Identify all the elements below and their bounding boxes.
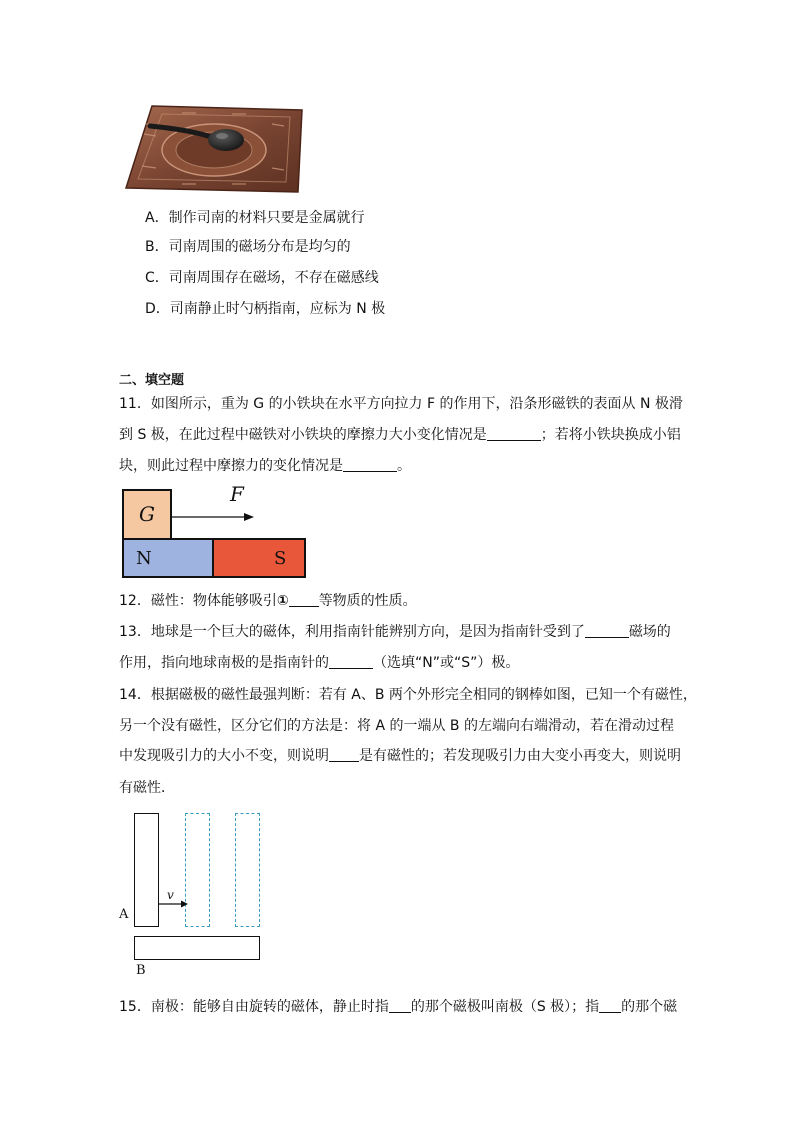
velocity-arrow [159,898,189,910]
iron-block-label: G [139,502,155,526]
q15-text-c: 的那个磁 [621,999,678,1015]
q14-line-3-a: 中发现吸引力的大小不变，则说明 [119,748,329,764]
force-label: F [230,482,244,506]
south-label: S [274,548,287,569]
option-c: C．司南周围存在磁场，不存在磁感线 [145,270,379,286]
q12-text-a: 12．磁性：物体能够吸引 [119,593,277,609]
answer-blank [289,592,319,607]
bar-b-label: B [136,963,146,978]
q13-line-2-b: （选填“N”或“S”）极。 [373,655,520,671]
south-pole [212,538,306,578]
q15-text-b: 的那个磁极叫南极（S 极）；指 [410,999,600,1015]
q14-line-1: 14．根据磁极的磁性最强判断：若有 A、B 两个外形完全相同的钢棒如图，已知一个有磁性， [119,687,697,703]
answer-blank [329,747,359,762]
q15-text-a: 15．南极：能够自由旋转的磁体，静止时指 [119,999,389,1015]
q11-line-3-b: 。 [397,458,411,474]
force-arrow [172,510,256,524]
steel-bar-figure [118,810,268,978]
q11-line-2-a: 到 S 极，在此过程中磁铁对小铁块的摩擦力大小变化情况是 [119,427,487,443]
q12-text-b: 等物质的性质。 [318,593,417,609]
q13-line-1-b: 磁场的 [628,624,671,640]
q14-line-2: 另一个没有磁性，区分它们的方法是：将 A 的一端从 B 的左端向右端滑动，若在滑动过程 [119,718,674,734]
q11-line-2 [119,425,681,445]
q14-line-3-b: 是有磁性的；若发现吸引力由大变小再变大，则说明 [359,748,681,764]
q13-line-2-a: 作用，指向地球南极的是指南针的 [119,655,329,671]
q11-line-3 [119,456,411,476]
bar-a-dashed-position-2 [235,813,260,927]
q13-line-2 [119,653,519,673]
bar-a [134,813,159,927]
q13-line-1 [119,622,671,642]
q12-circle: ① [276,593,289,609]
magnet-figure [122,482,308,580]
answer-blank [343,457,397,472]
q13-line-1-a: 13．地球是一个巨大的磁体，利用指南针能辨别方向，是因为指南针受到了 [119,624,585,640]
q14-line-4: 有磁性． [119,780,175,796]
north-label: N [136,548,152,569]
option-d: D．司南静止时勺柄指南，应标为 N 极 [145,301,386,317]
option-b: B．司南周围的磁场分布是均匀的 [145,239,351,255]
q11-line-2-b: ；若将小铁块换成小铝 [540,427,681,443]
compass-image [122,104,306,194]
q15-line [119,997,677,1017]
q11-line-3-a: 块，则此过程中摩擦力的变化情况是 [119,458,343,474]
answer-blank [329,654,373,669]
q14-line-3 [119,746,681,766]
option-a: A．制作司南的材料只要是金属就行 [145,210,365,226]
q12-line [119,591,417,611]
q11-line-1: 11．如图所示，重为 G 的小铁块在水平方向拉力 F 的作用下，沿条形磁铁的表面从 N 极滑 [119,396,683,412]
bar-b [134,936,260,960]
answer-blank [585,623,629,638]
bar-a-label: A [119,907,129,922]
answer-blank [599,998,621,1013]
velocity-label: v [167,888,174,902]
answer-blank [487,426,541,441]
section-title: 二、填空题 [119,373,185,388]
answer-blank [389,998,411,1013]
